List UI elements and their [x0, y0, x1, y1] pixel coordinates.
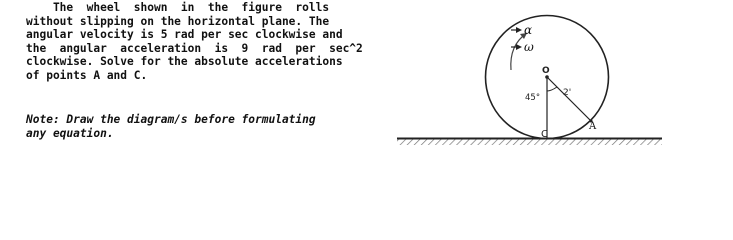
- point-c-label: C: [541, 129, 548, 140]
- angle-label: 45°: [525, 93, 541, 103]
- note-line-1: Note: Draw the diagram/s before formulating: [26, 113, 316, 126]
- center-label: O: [542, 66, 550, 76]
- alpha-arrowhead: [516, 27, 522, 33]
- problem-line-5: clockwise. Solve for the absolute accelerations: [26, 55, 343, 69]
- point-a-label: A: [589, 121, 597, 132]
- problem-line-1: The wheel shown in the figure rolls: [26, 1, 330, 14]
- problem-line-4: the angular acceleration is 9 rad per sec^2: [26, 41, 363, 55]
- problem-line-3: angular velocity is 5 rad per sec clockwise and: [26, 28, 343, 42]
- line-oa: [547, 77, 591, 121]
- omega-arrowhead: [516, 44, 522, 50]
- ground-hatch: [397, 139, 662, 145]
- problem-line-6: of points A and C.: [26, 68, 148, 82]
- radius-label: 2': [563, 88, 572, 98]
- problem-line-2: without slipping on the horizontal plane. The: [26, 14, 330, 28]
- alpha-label: α: [524, 23, 533, 37]
- omega-label: ω: [524, 40, 534, 54]
- angle-arc: [547, 87, 557, 91]
- note-line-2: any equation.: [26, 126, 114, 140]
